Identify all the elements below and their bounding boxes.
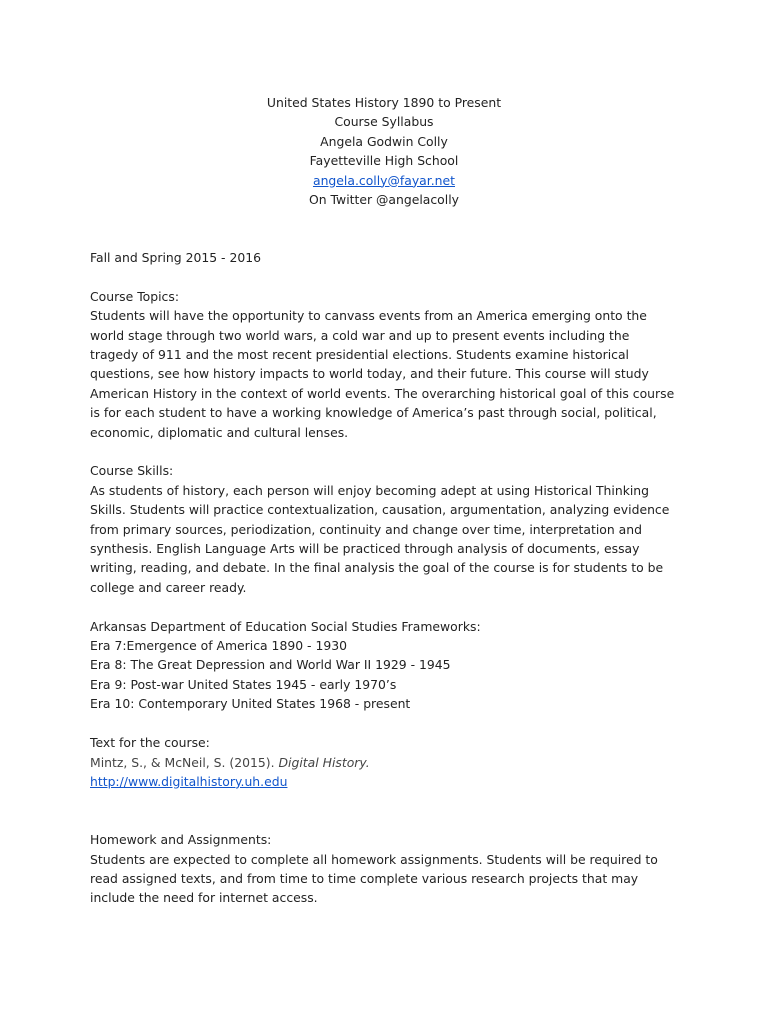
school-name: Fayetteville High School: [309, 153, 459, 169]
document-type: Course Syllabus: [334, 114, 434, 130]
skills-line: synthesis. English Language Arts will be practiced through analysis of documents, essay: [90, 541, 640, 557]
era-item: Era 10: Contemporary United States 1968 - present: [90, 696, 411, 712]
skills-heading: Course Skills:: [90, 463, 174, 479]
topics-line: is for each student to have a working knowledge of America’s past through social, political,: [90, 405, 657, 421]
syllabus-body: [90, 248, 680, 908]
citation-title: Digital History.: [278, 754, 370, 770]
era-item: Era 9: Post-war United States 1945 - early 1970’s: [90, 676, 397, 692]
skills-line: from primary sources, periodization, continuity and change over time, interpretation and: [90, 521, 642, 537]
term-line: Fall and Spring 2015 - 2016: [90, 250, 261, 265]
topics-line: tragedy of 911 and the most recent presidential elections. Students examine historical: [90, 347, 629, 363]
topics-line: Students will have the opportunity to canvass events from an America emerging onto the: [90, 308, 647, 324]
topics-line: American History in the context of world events. The overarching historical goal of this course: [90, 385, 675, 401]
text-citation: [90, 753, 680, 772]
topics-line: world stage through two world wars, a cold war and up to present events including the: [90, 327, 630, 343]
homework-line: read assigned texts, and from time to time complete various research projects that may: [90, 870, 639, 886]
instructor-name: Angela Godwin Colly: [320, 133, 448, 149]
era-item: Era 7:Emergence of America 1890 - 1930: [90, 638, 347, 654]
topics-line: questions, see how history impacts to world today, and their future. This course will study: [90, 366, 649, 382]
syllabus-header: [0, 93, 768, 209]
topics-heading: Course Topics:: [90, 288, 179, 304]
citation-authors: Mintz, S., & McNeil, S. (2015).: [90, 754, 279, 770]
frameworks-heading: Arkansas Department of Education Social Studies Frameworks:: [90, 618, 481, 634]
twitter-handle: On Twitter @angelacolly: [309, 192, 459, 208]
course-title: United States History 1890 to Present: [266, 95, 502, 110]
topics-line: economic, diplomatic and cultural lenses.: [90, 424, 349, 440]
skills-line: Skills. Students will practice contextualization, causation, argumentation, analyzing evidence: [90, 502, 670, 518]
homework-line: include the need for internet access.: [90, 890, 318, 906]
skills-line: college and career ready.: [90, 579, 247, 595]
email-link[interactable]: angela.colly@fayar.net: [312, 172, 456, 188]
skills-line: writing, reading, and debate. In the final analysis the goal of the course is for students to be: [90, 560, 664, 576]
digital-history-link[interactable]: http://www.digitalhistory.uh.edu: [90, 773, 288, 789]
text-heading: Text for the course:: [90, 735, 210, 751]
era-item: Era 8: The Great Depression and World War II 1929 - 1945: [90, 657, 451, 673]
homework-line: Students are expected to complete all homework assignments. Students will be required to: [90, 851, 658, 867]
skills-line: As students of history, each person will enjoy becoming adept at using Historical Thinking: [90, 482, 650, 498]
homework-heading: Homework and Assignments:: [90, 832, 272, 848]
